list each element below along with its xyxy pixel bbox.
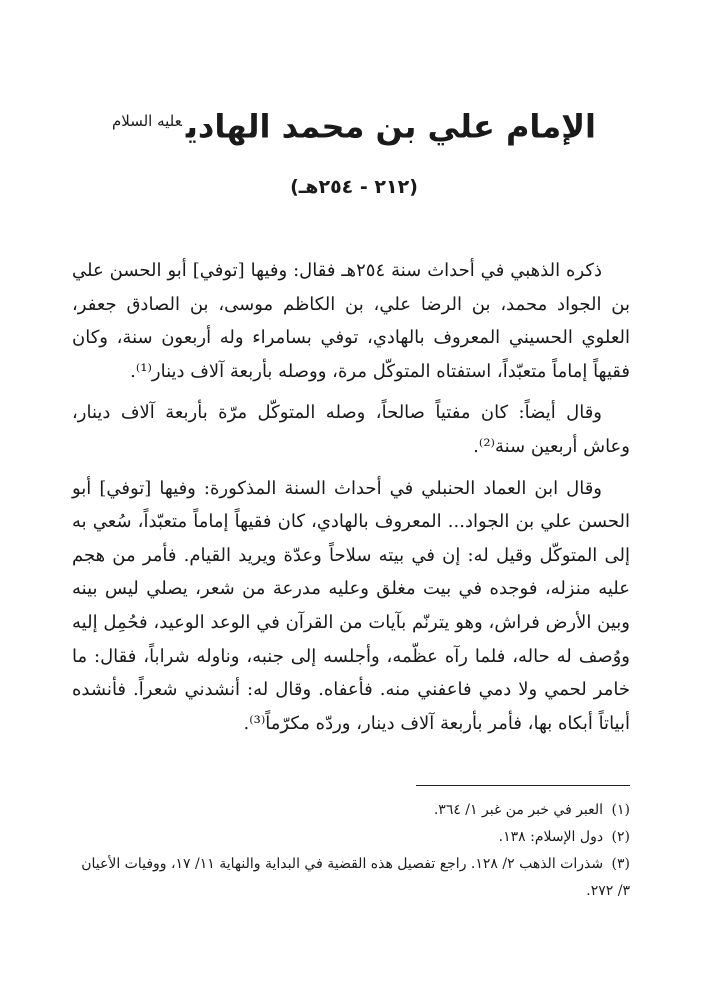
title-text: الإمام علي بن محمد الهادي: [185, 107, 597, 146]
footnote-number: (١): [611, 802, 630, 818]
lifespan-dates: (٢١٢ - ٢٥٤هـ): [290, 176, 418, 198]
chapter-title: [0, 96, 708, 152]
footnotes: [72, 797, 630, 905]
honorific-mark: عليه السلام: [111, 112, 182, 130]
footnote-number: (٣): [611, 856, 630, 872]
footnote-2: [72, 824, 630, 851]
paragraph-2: وقال أيضاً: كان مفتياً صالحاً، وصله المتوكّل مرّة بأربعة آلاف دينار، وعاش أربعين سنة⁽²⁾.: [72, 402, 630, 457]
main-text: [72, 254, 630, 748]
footnote-number: (٢): [611, 829, 630, 845]
footnote-1: [72, 797, 630, 824]
footnote-separator: [416, 785, 630, 786]
footnote-text: دول الإسلام: ١٣٨.: [498, 829, 604, 845]
footnote-text: شذرات الذهب ٢/ ١٢٨. راجع تفصيل هذه القضية في البداية والنهاية ١١/ ١٧، ووفيات الأعيان ٣/ ٢٧٢.: [81, 856, 630, 899]
footnote-3: [72, 851, 630, 905]
footnote-text: العبر في خبر من غبر ١/ ٣٦٤.: [433, 802, 604, 818]
paragraph-1: ذكره الذهبي في أحداث سنة ٢٥٤هـ فقال: وفيها [توفي] أبو الحسن علي بن الجواد محمد، بن الرضا علي، بن الكاظم موسى، بن الصادق جعفر، العلوي الحسيني المعروف بالهادي، توفي بسامراء وله أربعون سنة، وكان فقيهاً إماماً متعبّداً، استفتاه المتوكّل مرة، ووصله بأربعة آلاف دينار⁽¹⁾.: [72, 260, 630, 382]
paragraph-3: وقال ابن العماد الحنبلي في أحداث السنة المذكورة: وفيها [توفي] أبو الحسن علي بن الجواد... المعروف بالهادي، كان فقيهاً إماماً متعبّداً، سُعي به إلى المتوكّل وقيل له: إن في بيته سلاحاً وعدّة ويريد القيام. فأمر من هجم عليه منزله، فوجده في بيت مغلق وعليه مدرعة من شعر، يصلي ليس بينه وبين الأرض فراش، وهو يترنّم بآيات من القرآن في الوعد الوعيد، فحُمِل إليه ووُصف له حاله، فلما رآه عظّمه، وأجلسه إلى جنبه، وناوله شراباً، فقال: ما خامر لحمي ولا دمي فاعفني منه. فأعفاه. وقال له: أنشدني شعراً. فأنشده أبياتاً أبكاه بها، فأمر بأربعة آلاف دينار، وردّه مكرّماً⁽³⁾.: [72, 477, 630, 734]
